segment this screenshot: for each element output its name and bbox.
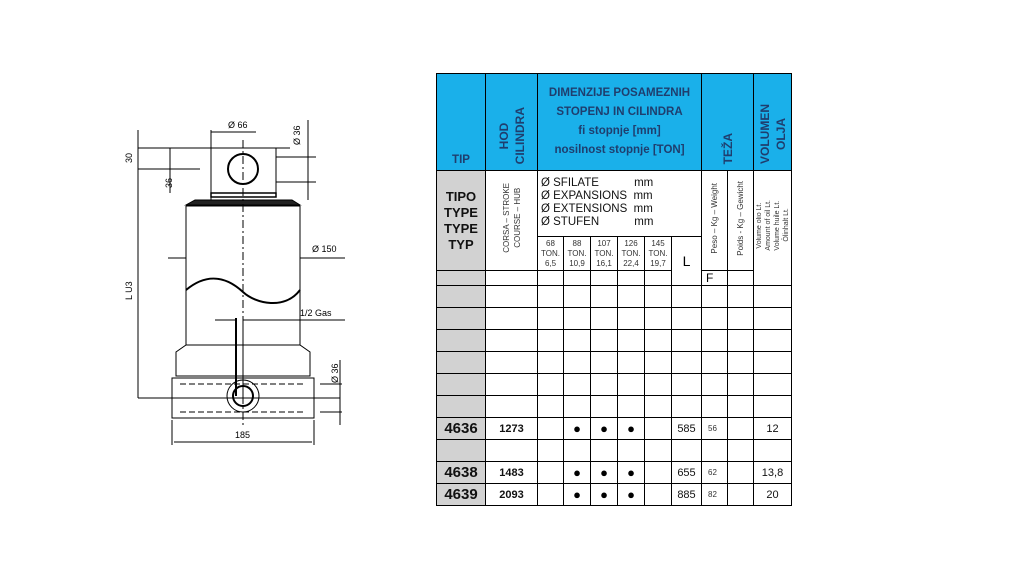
- table-row: [437, 374, 792, 396]
- stage-1: 68 TON. 6,5: [538, 237, 564, 271]
- sub-tipo: TIPO TYPE TYPE TYP: [437, 171, 486, 271]
- sub-weight-1: Peso – Kg – Weight: [702, 171, 728, 271]
- table-row: [437, 330, 792, 352]
- label-length: L U3: [124, 281, 134, 300]
- sub-L: L: [672, 237, 702, 286]
- stage-2: 88 TON. 10,9: [564, 237, 591, 271]
- table-row-4638: 4638 1483 ● ● ● 655 62 13,8: [437, 462, 792, 484]
- label-top-right: Ø 36: [292, 125, 302, 145]
- sub-dims: Ø SFILATE mm Ø EXPANSIONS mm Ø EXTENSIONS mm Ø STUFEN mm: [538, 171, 702, 237]
- stage-5: 145 TON. 19,7: [645, 237, 672, 271]
- header-volume: VOLUMEN OLJA: [754, 74, 792, 171]
- header-row: [437, 74, 792, 171]
- sub-F: F: [702, 271, 728, 286]
- table-row: [437, 396, 792, 418]
- table-row: [437, 440, 792, 462]
- header-hod-text: HOD CILINDRA: [496, 106, 527, 164]
- header-hod: [486, 74, 538, 171]
- subheader-row-1: [437, 171, 792, 237]
- label-body-dia: Ø 150: [312, 244, 337, 254]
- table-row: [437, 308, 792, 330]
- label-bottom-right: Ø 36: [330, 363, 340, 383]
- stage-3: 107 TON. 16,1: [591, 237, 618, 271]
- subheader-row-3: [437, 271, 792, 286]
- label-top-dia: Ø 66: [228, 120, 248, 130]
- label-height-30: 30: [124, 152, 134, 163]
- label-port: 1/2 Gas: [300, 308, 332, 318]
- stage-4: 126 TON. 22,4: [618, 237, 645, 271]
- cylinder-drawing: [0, 0, 420, 576]
- table-row: [437, 352, 792, 374]
- spec-table: [436, 73, 792, 506]
- sub-stroke: CORSA – STROKE COURSE – HUB: [486, 171, 538, 271]
- label-height-36: 36: [164, 177, 174, 188]
- table-row-4639: 4639 2093 ● ● ● 885 82 20: [437, 484, 792, 506]
- table-row-4636: 4636 1273 ● ● ● 585 56 12: [437, 418, 792, 440]
- sub-weight-2: Poids - Kg – Gewicht: [728, 171, 754, 271]
- header-weight: TEŽA: [702, 74, 754, 171]
- table-row: [437, 286, 792, 308]
- header-dimensions: DIMENZIJE POSAMEZNIH STOPENJ IN CILINDRA fi stopnje [mm] nosilnost stopnje [TON]: [538, 74, 702, 171]
- sub-volume: Volume olio Lt. Amount of oil Lt. Volume huile Lt. Ölinhalt Lt.: [754, 171, 792, 286]
- label-width: 185: [235, 430, 251, 440]
- header-tip: TIP: [437, 74, 486, 171]
